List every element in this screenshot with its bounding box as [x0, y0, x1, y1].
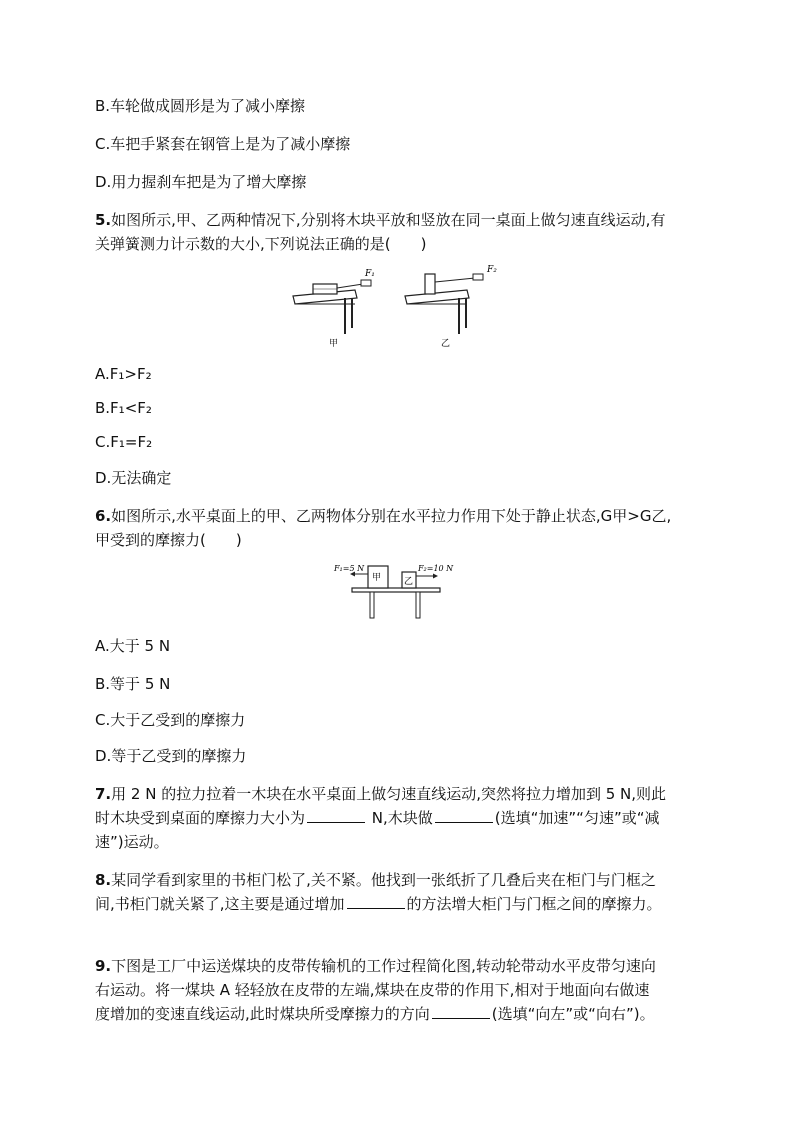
q7-number: 7. [95, 785, 112, 803]
q6-number: 6. [95, 507, 112, 525]
q6-table-leg-right [416, 592, 420, 618]
q6-table-top [352, 588, 440, 592]
q5-label-f1: F₁ [365, 269, 375, 279]
q5-block-upright [425, 274, 435, 294]
q5-table-jia [293, 280, 371, 334]
q7-blank-friction[interactable] [307, 808, 365, 823]
q7-text-2b: N,木块做 [367, 809, 433, 827]
q4-option-b: B.车轮做成圆形是为了减小摩擦 [95, 97, 306, 115]
q6-label-f2: F₂=10 N [418, 564, 454, 573]
q4-option-d: D.用力握刹车把是为了增大摩擦 [95, 173, 307, 191]
q9-text-3a: 度增加的变速直线运动,此时煤块所受摩擦力的方向 [95, 1005, 430, 1023]
q5-caption-yi: 乙 [441, 339, 451, 349]
q6-option-a: A.大于 5 N [95, 637, 171, 655]
q5-option-b: B.F₁<F₂ [95, 399, 152, 417]
q5-label-f2: F₂ [487, 265, 497, 275]
q4-option-c: C.车把手紧套在钢管上是为了减小摩擦 [95, 135, 351, 153]
q6-option-c: C.大于乙受到的摩擦力 [95, 711, 246, 729]
q5-table-yi [405, 274, 483, 334]
q9-stem-line2: 右运动。将一煤块 A 轻轻放在皮带的左端,煤块在皮带的作用下,相对于地面向右做速 [95, 981, 650, 999]
q7-blank-motion[interactable] [435, 808, 493, 823]
q6-label-f1: F₁=5 N [334, 564, 365, 573]
q5-stem-line2: 关弹簧测力计示数的大小,下列说法正确的是( ) [95, 235, 427, 253]
q9-blank[interactable] [432, 1004, 490, 1019]
q9-number: 9. [95, 957, 112, 975]
q5-option-a: A.F₁>F₂ [95, 365, 152, 383]
q8-text-1: 某同学看到家里的书柜门松了,关不紧。他找到一张纸折了几叠后夹在柜门与门框之 [111, 871, 656, 889]
q5-spring-scale-2 [473, 274, 483, 280]
q7-stem-line1 [95, 784, 666, 804]
q8-stem-line2 [95, 894, 662, 914]
q6-table-leg-left [370, 592, 374, 618]
q6-option-d: D.等于乙受到的摩擦力 [95, 747, 247, 765]
q5-stem-line1 [95, 210, 665, 230]
q6-figure [330, 560, 470, 620]
q9-stem-line3 [95, 1004, 655, 1024]
q6-stem-line1 [95, 506, 671, 526]
q6-text-1: 如图所示,水平桌面上的甲、乙两物体分别在水平拉力作用下处于静止状态,G甲>G乙, [111, 507, 672, 525]
q6-label-jia: 甲 [372, 573, 382, 583]
q7-text-1: 用 2 N 的拉力拉着一木块在水平桌面上做匀速直线运动,突然将拉力增加到 5 N,则此 [111, 785, 667, 803]
q6-option-b: B.等于 5 N [95, 675, 171, 693]
q5-number: 5. [95, 211, 112, 229]
q5-option-c: C.F₁=F₂ [95, 433, 153, 451]
q6-stem-line2: 甲受到的摩擦力( ) [95, 531, 242, 549]
q7-stem-line3: 速”)运动。 [95, 833, 169, 851]
q5-spring-scale-1 [361, 280, 371, 286]
q8-blank[interactable] [347, 894, 405, 909]
q8-number: 8. [95, 871, 112, 889]
q5-text-1: 如图所示,甲、乙两种情况下,分别将木块平放和竖放在同一桌面上做匀速直线运动,有 [111, 211, 666, 229]
q7-stem-line2 [95, 808, 660, 828]
q5-figure [285, 262, 510, 352]
q9-text-3b: (选填“向左”或“向右”)。 [491, 1005, 655, 1023]
q6-label-yi: 乙 [404, 577, 414, 587]
q8-text-2b: 的方法增大柜门与门框之间的摩擦力。 [406, 895, 662, 913]
q5-caption-jia: 甲 [329, 339, 339, 349]
q9-text-1: 下图是工厂中运送煤块的皮带传输机的工作过程简化图,转动轮带动水平皮带匀速向 [111, 957, 656, 975]
q7-text-2c: (选填“加速”“匀速”或“减 [494, 809, 660, 827]
q8-text-2a: 间,书柜门就关紧了,这主要是通过增加 [95, 895, 345, 913]
q7-text-2a: 时木块受到桌面的摩擦力大小为 [95, 809, 306, 827]
q5-option-d: D.无法确定 [95, 469, 172, 487]
q8-stem-line1 [95, 870, 656, 890]
q9-stem-line1 [95, 956, 656, 976]
